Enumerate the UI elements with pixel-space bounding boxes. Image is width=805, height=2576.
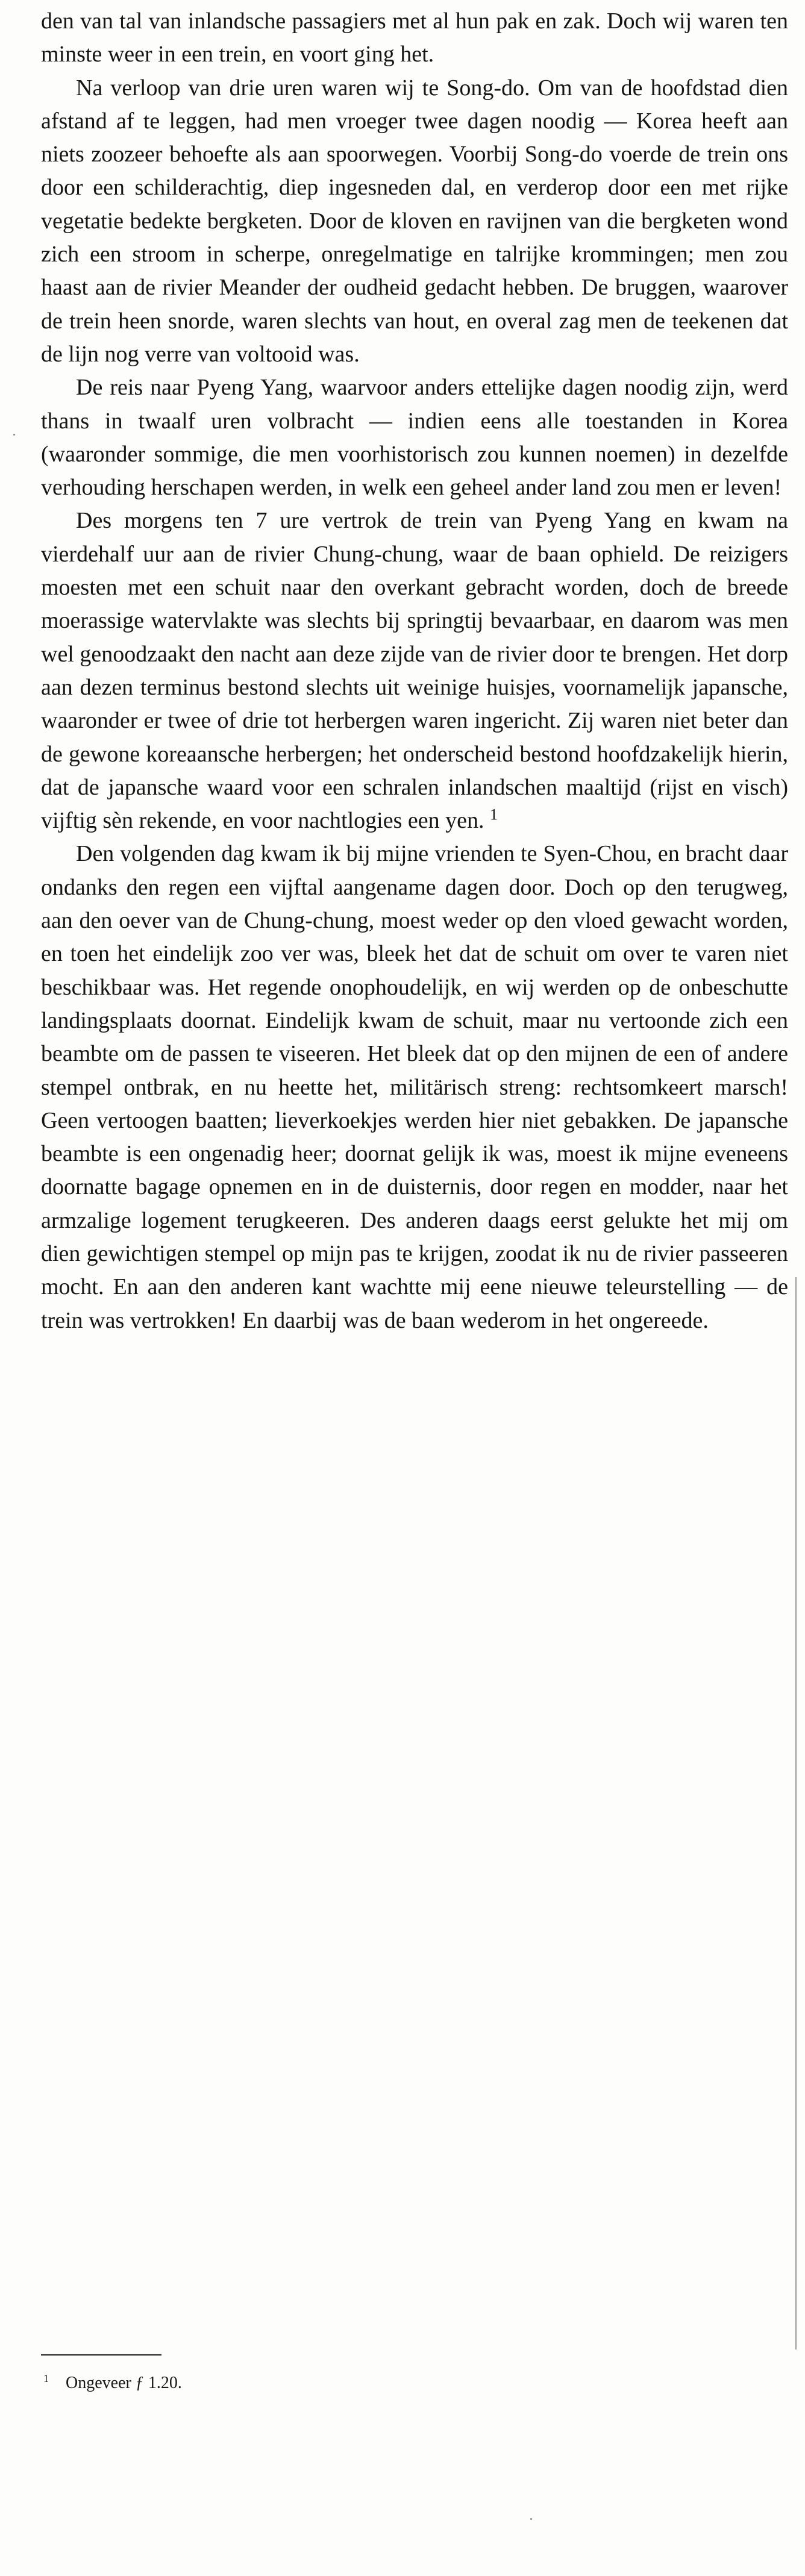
body-text	[41, 5, 788, 1337]
speck	[530, 2518, 532, 2520]
speck	[13, 434, 15, 436]
footnote-text: Ongeveer ƒ 1.20.	[66, 2374, 182, 2392]
footnote	[43, 2374, 182, 2393]
footnote-reference: 1	[489, 805, 498, 824]
margin-line	[795, 1277, 797, 2349]
paragraph-0: den van tal van inlandsche passagiers met al hun pak en zak. Doch wij waren ten minste weer in een trein, en voort ging het.	[41, 8, 788, 67]
paragraph-3-text: Des morgens ten 7 ure vertrok de trein van Pyeng Yang en kwam na vierdehalf uur aan de rivier Chung-chung, waar de baan ophield. De reizigers moesten met een schuit naar den overkant gebracht worden, doch de breede moerassige watervlakte was slechts bij springtij bevaarbaar, en daarom was men wel genoodzaakt den nacht aan deze zijde van de rivier door te brengen. Het dorp aan dezen terminus bestond slechts uit weinige huisjes, voornamelijk japansche, waaronder er twee of drie tot herbergen waren ingericht. Zij waren niet beter dan de gewone koreaansche herbergen; het onderscheid bestond hoofdzakelijk hierin, dat de japansche waard voor een schralen inlandschen maaltijd (rijst en visch) vijftig sèn rekende, en voor nachtlogies een yen.	[41, 508, 788, 834]
paragraph-2: De reis naar Pyeng Yang, waarvoor anders ettelijke dagen noodig zijn, werd thans in twaalf uren volbracht — indien eens alle toestanden in Korea (waaronder sommige, die men voorhistorisch zou kunnen noemen) in dezelfde verhouding herschapen werden, in welk een geheel ander land zou men er leven!	[41, 375, 788, 501]
footnote-mark: 1	[43, 2372, 49, 2384]
paragraph-4: Den volgenden dag kwam ik bij mijne vrienden te Syen-Chou, en bracht daar ondanks den regen een vijftal aangename dagen door. Doch op den terugweg, aan den oever van de Chung-chung, moest weder op den vloed gewacht worden, en toen het eindelijk zoo ver was, bleek het dat de schuit om over te varen niet beschikbaar was. Het regende onophoudelijk, en wij werden op de onbeschutte landingsplaats doornat. Eindelijk kwam de schuit, maar nu vertoonde zich een beambte om de passen te viseeren. Het bleek dat op den mijnen de een of andere stempel ontbrak, en nu heette het, militärisch streng: rechtsomkeert marsch! Geen vertoogen baatten; lieverkoekjes werden hier niet gebakken. De japansche beambte is een ongenadig heer; doornat gelijk ik was, moest ik mijne eveneens doornatte bagage opnemen en in de duisternis, door regen en modder, naar het armzalige logement terugkeeren. Des anderen daags eerst gelukte het mij om dien gewichtigen stempel op mijn pas te krijgen, zoodat ik nu de rivier passeeren mocht. En aan den anderen kant wachtte mij eene nieuwe teleurstelling — de trein was vertrokken! En daarbij was de baan wederom in het ongereede.	[41, 841, 788, 1333]
footnote-rule	[41, 2354, 161, 2356]
paragraph-1: Na verloop van drie uren waren wij te Song-do. Om van de hoofdstad dien afstand af te leggen, had men vroeger twee dagen noodig — Korea heeft aan niets zoozeer behoefte als aan spoorwegen. Voorbij Song-do voerde de trein ons door een schilderachtig, diep ingesneden dal, en verderop door een met rijke vegetatie bedekte bergketen. Door de kloven en ravijnen van die bergketen wond zich een stroom in scherpe, onregelmatige en talrijke krommingen; men zou haast aan de rivier Meander der oudheid gedacht hebben. De bruggen, waarover de trein heen snorde, waren slechts van hout, en overal zag men de teekenen dat de lijn nog verre van voltooid was.	[41, 75, 788, 367]
paragraph-3	[41, 504, 788, 837]
